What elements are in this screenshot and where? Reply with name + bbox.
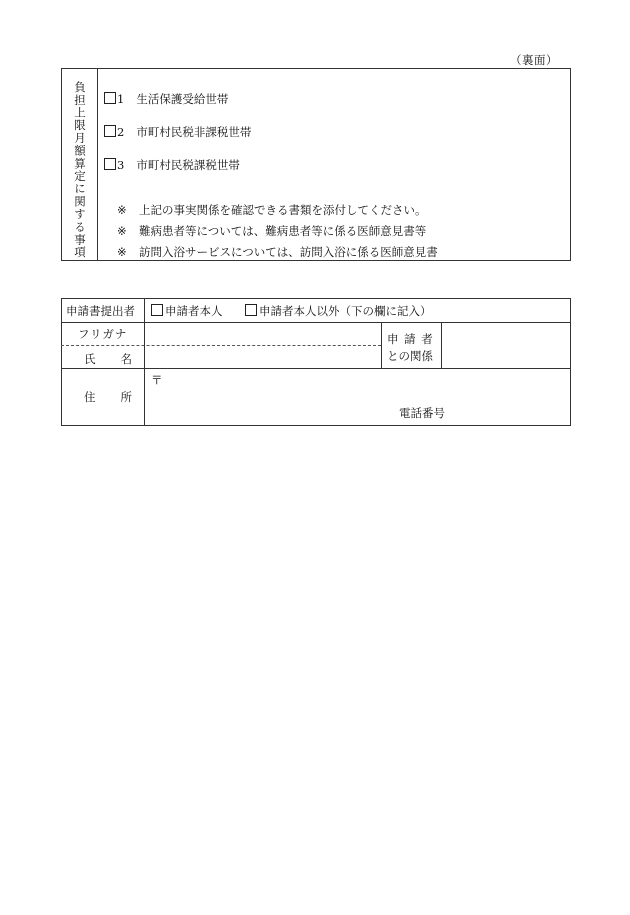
furigana-field[interactable] xyxy=(151,324,379,344)
note-item: ※ 上記の事実関係を確認できる書類を添付してください。 xyxy=(117,203,427,217)
option-label: 市町村民税非課税世帯 xyxy=(136,125,252,139)
page-side-label: （裏面） xyxy=(510,53,558,67)
burden-section xyxy=(61,68,571,261)
checkbox-icon[interactable] xyxy=(245,304,257,316)
option-applicant-self[interactable]: 申請者本人 xyxy=(151,303,223,319)
relation-label: 申 請 者 xyxy=(387,332,434,346)
relation-field[interactable] xyxy=(446,324,566,366)
checkbox-icon[interactable] xyxy=(104,92,116,104)
option-applicant-other[interactable]: 申請者本人以外（下の欄に記入） xyxy=(245,303,432,319)
address-label: 住 所 xyxy=(84,390,132,404)
name-field[interactable] xyxy=(151,347,379,367)
burden-section-heading: 負担上限月額算定に関する事項 xyxy=(73,81,87,259)
submitter-label: 申請書提出者 xyxy=(66,304,135,318)
address-field[interactable] xyxy=(161,372,561,422)
checkbox-icon[interactable] xyxy=(104,158,116,170)
phone-label: 電話番号 xyxy=(399,406,445,420)
note-item: ※ 難病患者等については、難病患者等に係る医師意見書等 xyxy=(117,224,427,238)
option-label: 生活保護受給世帯 xyxy=(136,92,229,106)
burden-section-header xyxy=(62,69,98,260)
name-label: 氏 名 xyxy=(84,352,132,366)
relation-label-2: との関係 xyxy=(387,349,433,363)
checkbox-icon[interactable] xyxy=(104,125,116,137)
option-welfare[interactable]: 1 生活保護受給世帯 xyxy=(104,91,228,107)
postal-mark: 〒 xyxy=(151,373,163,387)
option-non-taxable[interactable]: 2 市町村民税非課税世帯 xyxy=(104,124,251,140)
furigana-label: フリガナ xyxy=(78,327,128,341)
checkbox-icon[interactable] xyxy=(151,304,163,316)
submitter-table xyxy=(61,298,571,426)
note-item: ※ 訪問入浴サービスについては、訪問入浴に係る医師意見書 xyxy=(117,245,438,259)
option-label: 市町村民税課税世帯 xyxy=(136,158,240,172)
option-taxable[interactable]: 3 市町村民税課税世帯 xyxy=(104,157,240,173)
